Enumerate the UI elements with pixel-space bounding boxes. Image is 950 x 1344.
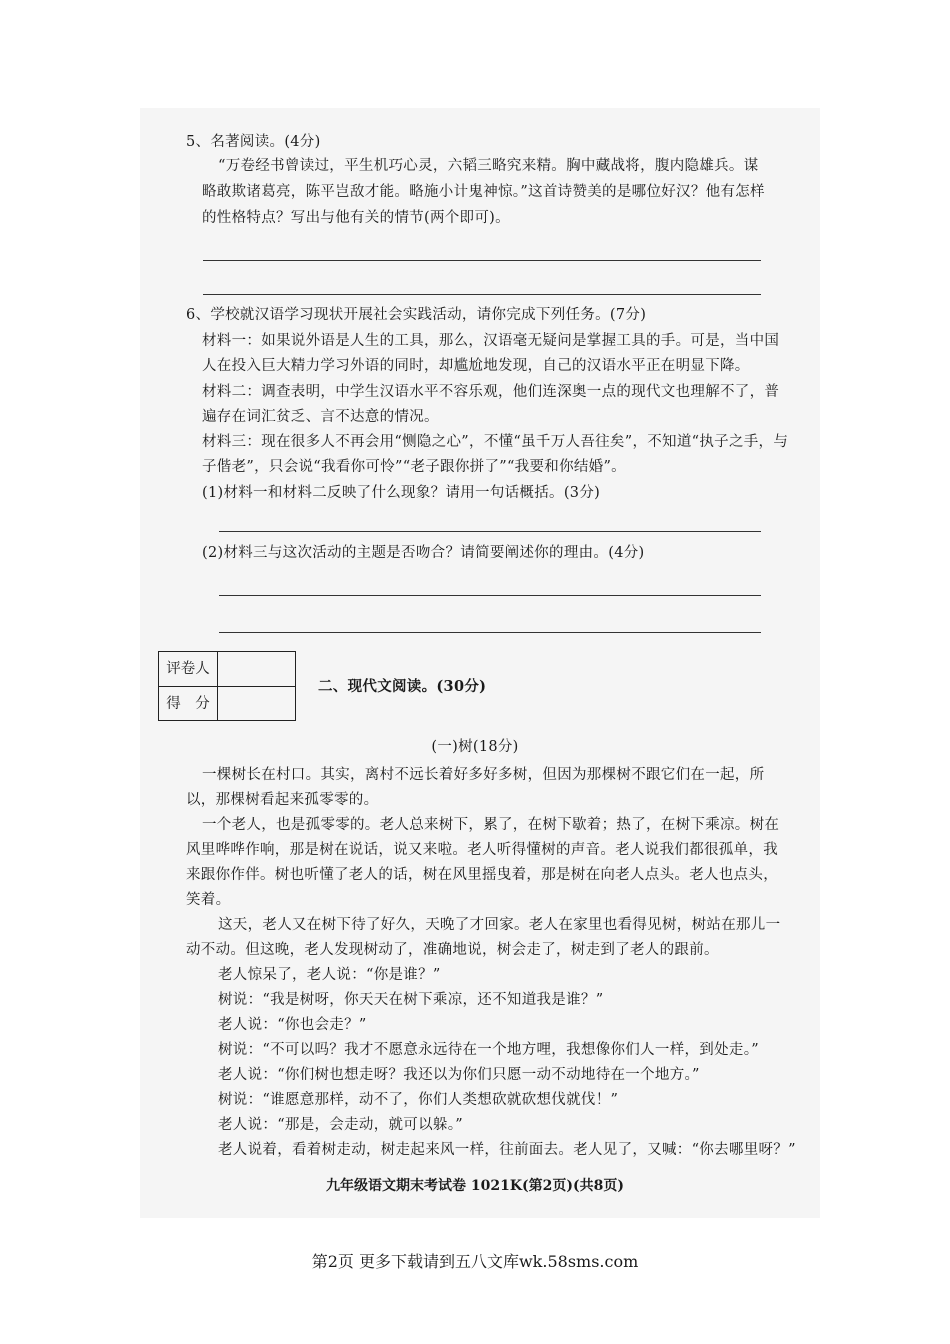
story-line: 这天，老人又在树下待了好久，天晚了才回家。老人在家里也看得见树，树站在那儿一	[218, 917, 781, 933]
q6-material-line: 子偕老”，只会说“我看你可怜”“老子跟你拼了”“我要和你结婚”。	[202, 459, 626, 475]
page-footer: 九年级语文期末考试卷 1021K(第2页)(共8页)	[326, 1178, 624, 1194]
q6-sub2: (2)材料三与这次活动的主题是否吻合？请简要阐述你的理由。(4分)	[202, 545, 645, 561]
q5-text-line: 略敢欺诸葛亮，陈平岂敌才能。略施小计鬼神惊。”这首诗赞美的是哪位好汉？他有怎样	[202, 184, 765, 200]
section2-title: 二、现代文阅读。(30分)	[318, 678, 487, 695]
score-label: 得 分	[166, 696, 210, 712]
story-line: 动不动。但这晚，老人发现树动了，准确地说，树会走了，树走到了老人的跟前。	[186, 942, 719, 958]
story-line: 来跟你作伴。树也听懂了老人的话，树在风里摇曳着，那是树在向老人点头。老人也点头，	[186, 867, 778, 883]
q6-material-line: 材料二：调查表明，中学生汉语水平不容乐观，他们连深奥一点的现代文也理解不了，普	[202, 384, 780, 400]
reviewer-label: 评卷人	[166, 661, 210, 677]
q5-text-line: 的性格特点？写出与他有关的情节(两个即可)。	[202, 210, 510, 226]
q5-title: 5、名著阅读。(4分)	[186, 134, 321, 150]
story-line: 笑着。	[186, 892, 231, 908]
answer-line	[203, 260, 761, 261]
answer-line	[219, 595, 761, 596]
q6-sub1: (1)材料一和材料二反映了什么现象？请用一句话概括。(3分)	[202, 485, 601, 501]
story-line: 树说：“我是树呀，你天天在树下乘凉，还不知道我是谁？”	[218, 992, 604, 1008]
story-line: 一棵树长在村口。其实，离村不远长着好多好多树，但因为那棵树不跟它们在一起，所	[202, 767, 765, 783]
q6-material-line: 材料一：如果说外语是人生的工具，那么，汉语毫无疑问是掌握工具的手。可是，当中国	[202, 333, 780, 349]
story-line: 风里哗哗作响，那是树在说话，说又来啦。老人听得懂树的声音。老人说我们都很孤单，我	[186, 842, 778, 858]
q6-material-line: 材料三：现在很多人不再会用“恻隐之心”，不懂“虽千万人吾往矣”，不知道“执子之手，与	[202, 434, 789, 450]
story-line: 老人说：“你也会走？”	[218, 1017, 367, 1033]
answer-line	[219, 632, 761, 633]
score-box	[158, 651, 296, 721]
answer-line	[219, 531, 761, 532]
story-line: 树说：“谁愿意那样，动不了，你们人类想砍就砍想伐就伐！”	[218, 1092, 619, 1108]
q6-material-line: 人在投入巨大精力学习外语的同时，却尴尬地发现，自己的汉语水平正在明显下降。	[202, 358, 750, 374]
story-line: 树说：“不可以吗？我才不愿意永远待在一个地方哩，我想像你们人一样，到处走。”	[218, 1042, 759, 1058]
answer-line	[203, 294, 761, 295]
story-line: 老人说着，看着树走动，树走起来风一样，往前面去。老人见了，又喊：“你去哪里呀？”	[218, 1142, 796, 1158]
story-title: (一)树(18分)	[431, 739, 519, 755]
q6-title: 6、学校就汉语学习现状开展社会实践活动，请你完成下列任务。(7分)	[186, 307, 647, 323]
story-line: 老人惊呆了，老人说：“你是谁？”	[218, 967, 441, 983]
q5-text-line: “万卷经书曾读过，平生机巧心灵，六韬三略究来精。胸中藏战将，腹内隐雄兵。谋	[218, 158, 759, 174]
q6-material-line: 遍存在词汇贫乏、言不达意的情况。	[202, 409, 439, 425]
story-line: 老人说：“那是，会走动，就可以躲。”	[218, 1117, 463, 1133]
story-line: 以，那棵树看起来孤零零的。	[186, 792, 379, 808]
story-line: 一个老人，也是孤零零的。老人总来树下，累了，在树下歇着；热了，在树下乘凉。树在	[202, 817, 780, 833]
download-credit: 第2页 更多下载请到五八文库wk.58sms.com	[311, 1252, 639, 1271]
story-line: 老人说：“你们树也想走呀？我还以为你们只愿一动不动地待在一个地方。”	[218, 1067, 700, 1083]
